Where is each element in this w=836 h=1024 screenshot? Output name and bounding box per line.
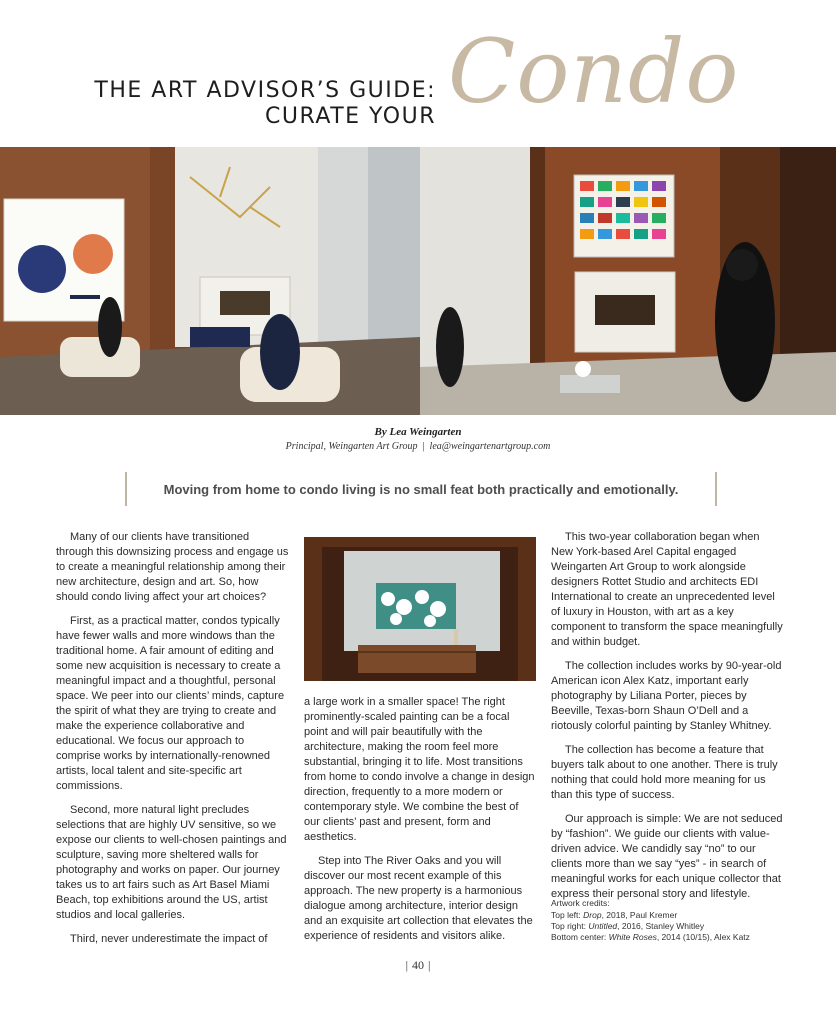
hero-photo-lobby xyxy=(0,147,836,415)
byline-email-link[interactable]: lea@weingartenartgroup.com xyxy=(429,441,551,452)
paragraph: Many of our clients have transitioned through this downsizing process and engage us to create a meaningful relationship among their new architecture, design and art. So, how should condo living affect your art choices? xyxy=(56,531,289,603)
artwork-credits xyxy=(551,898,791,943)
paragraph: Third, never underestimate the impact of xyxy=(70,933,268,945)
paragraph: The collection has become a feature that buyers talk about to one another. There is truly nothing that could hold more meaning for us than this type of success. xyxy=(551,744,778,801)
page-number-value: 40 xyxy=(412,958,424,972)
byline-role: Principal, Weingarten Art Group xyxy=(285,441,418,452)
credits-heading: Artwork credits: xyxy=(551,898,610,908)
paragraph: The collection includes works by 90-year-old American icon Alex Katz, important early photography by Liliana Porter, pieces by Beeville, Texas-born Shaun O’Dell and a riotously colorful painting by Stanley Whitney. xyxy=(551,660,782,732)
headline-line-2: CURATE YOUR xyxy=(265,104,436,129)
pull-quote-text: Moving from home to condo living is no small feat both practically and emotionally. xyxy=(163,482,679,497)
pull-quote xyxy=(125,472,717,506)
article-column-3 xyxy=(551,530,783,911)
article-column-1 xyxy=(56,530,289,956)
paragraph: a large work in a smaller space! The right prominently-scaled painting can be a focal point and will pair beautifully with the architecture, making the room feel more substantial, bringing it to life. Most transitions from home to condo involve a change in design direction, frequently to a more modern or contemporary style. We combine the best of our clients’ past and present, form and aesthetics. xyxy=(304,696,535,843)
paragraph: Second, more natural light precludes selections that are highly UV sensitive, so we expose our clients to well-chosen paintings and sculpture, saving more sheltered walls for photography and works on paper. Our journey takes us to art fairs such as Art Basel Miami Beach, top exhibitions around the US, artist studios and local galleries. xyxy=(56,804,287,921)
headline-line-1: THE ART ADVISOR’S GUIDE: xyxy=(94,78,436,103)
article-column-2 xyxy=(304,695,536,953)
paragraph: Step into The River Oaks and you will discover our most recent example of this approach. The new property is a harmonious dialogue among architecture, interior design and an exquisite art collection that elevates the experience of residents and visitors alike. xyxy=(304,855,533,942)
page-number: | 40 | xyxy=(405,958,431,972)
paragraph: This two-year collaboration began when New York-based Arel Capital engaged Weingarten Art Group to work alongside designers Rottet Studio and architects EDI International to create an unprecedented level of luxury in Houston, with art as a key component to transform the space meaningfully and within budget. xyxy=(551,531,783,648)
byline-affiliation xyxy=(0,441,836,452)
inset-photo-white-roses xyxy=(304,537,536,681)
paragraph: First, as a practical matter, condos typically have fewer walls and more windows than the traditional home. A fair amount of editing and some new acquisition is necessary to create a meaningful impact and a thoughtful, personal space. We peer into our clients’ minds, capture the spirit of what they are trying to create and make the experience collaborative and educational. We focus our approach to comprise works by internationally-renowned artists, local talent and site-specific art commissions. xyxy=(56,615,285,792)
credit-line: Top right: Untitled, 2016, Stanley Whitley xyxy=(551,921,705,931)
byline-separator: | xyxy=(422,441,425,452)
byline-author: By Lea Weingarten xyxy=(374,426,462,438)
pull-quote-bar-right xyxy=(715,472,717,506)
credit-line: Bottom center: White Roses, 2014 (10/15), Alex Katz xyxy=(551,932,750,942)
headline-script-word: Condo xyxy=(448,20,740,123)
paragraph: Our approach is simple: We are not seduced by “fashion”. We guide our clients with value-driven advice. We candidly say “no” to our clients more than we say “yes” - in search of meaningful works for each unique collector that express their personal story and lifestyle. xyxy=(551,813,783,900)
credit-line: Top left: Drop, 2018, Paul Kremer xyxy=(551,910,678,920)
